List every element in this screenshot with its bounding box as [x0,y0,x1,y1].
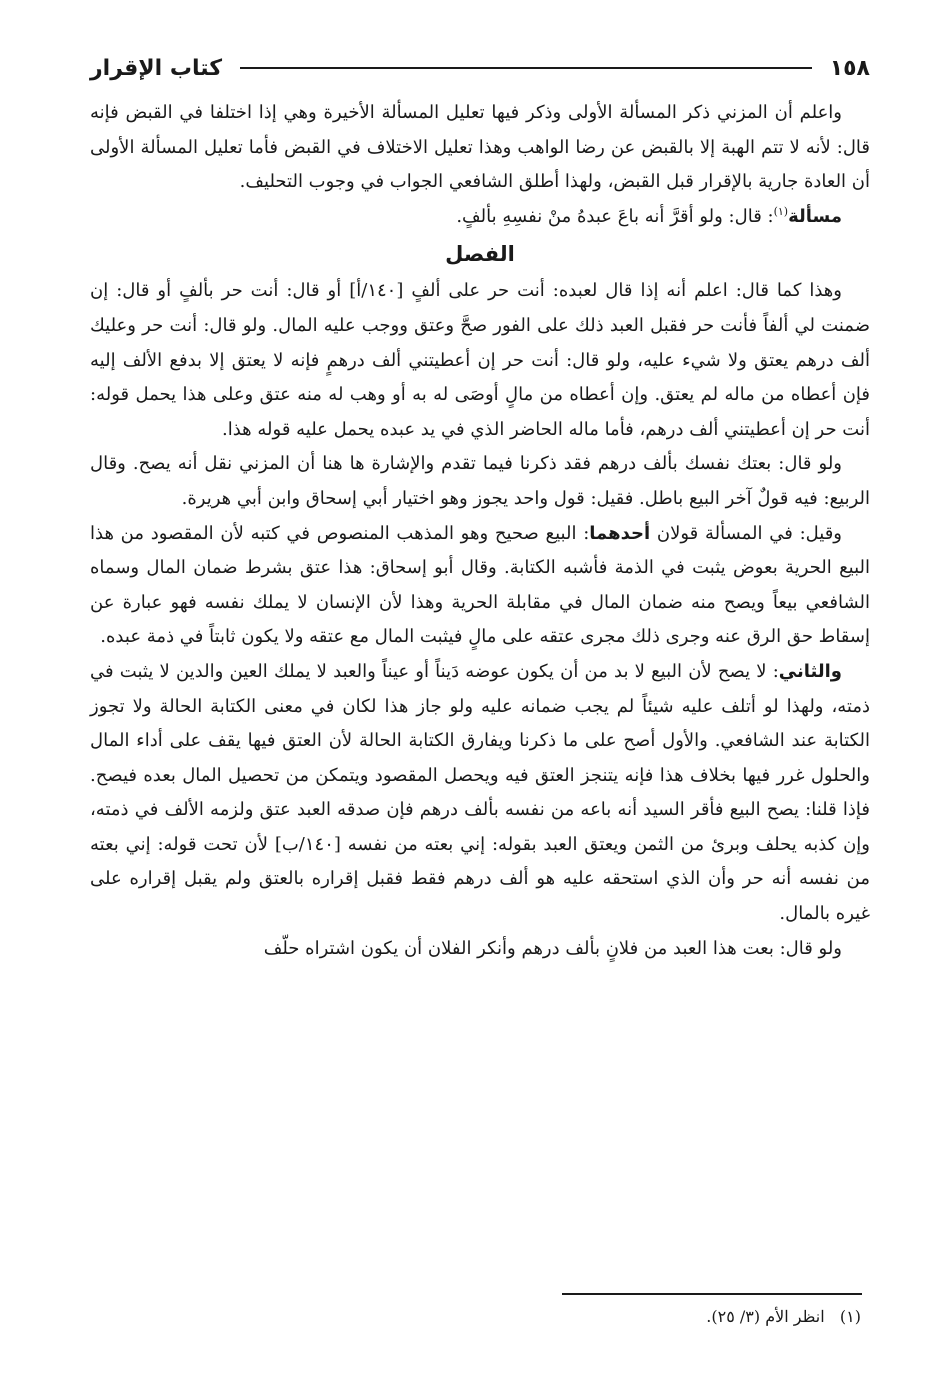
paragraph [90,655,870,932]
paragraph-intro: وقيل: في المسألة قولان [650,522,843,544]
footnote-ref: (١) [773,204,789,218]
footnote-separator [562,1293,862,1295]
footnote-number: (١) [839,1307,861,1326]
paragraph: ولو قال: بعتك نفسك بألف درهم فقد ذكرنا فيما تقدم والإشارة ها هنا أن المزني نقل أنه يصح. وقال الربيع: فيه قولٌ آخر البيع باطل. فقيل: قول واحد يجوز وهو اختيار أبي إسحاق وابن أبي هريرة. [90,453,870,509]
second-opinion-label: والثاني [778,660,842,682]
paragraph: وهذا كما قال: اعلم أنه إذا قال لعبده: أنت حر على ألفٍ [١٤٠/أ] أو قال: أنت حر بألفٍ أو قال: إن ضمنت لي ألفاً فأنت حر فقبل العبد ذلك على الفور صحَّ وعتق ووجب عليه المال. ولو قال: أنت حر وعليك ألف درهم يعتق ولا شيء عليه، ولو قال: أنت حر إن أعطيتني ألف درهمٍ فإنه لا يعتق إلا بدفع الألف إليه فإن أعطاه من ماله لم يعتق. وإن أعطاه من مالٍ أوصَى له به أو وهب له منه عتق وعلى هذا يحمل قوله: أنت حر إن أعطيتني ألف درهم، فأما ماله الحاضر الذي في يد عبده يحمل عليه قوله هذا. [90,280,870,440]
issue-text: : قال: ولو أقرَّ أنه باعَ عبدهُ منْ نفسِهِ بألفٍ. [456,205,774,227]
paragraph-text: : البيع صحيح وهو المذهب المنصوص في كتبه لأن المقصود من هذا البيع الحرية بعوض يثبت في الذمة فأشبه الكتابة. وقال أبو إسحاق: هذا عتق بشرط ضمان المال وسماه الشافعي بيعاً ويصح منه ضمان المال في مقابلة الحرية وهذا لأن الإنسان لا يملك نفسه فهو عبارة عن إسقاط حق الرق عنه وجرى ذلك مجرى عتقه على مالٍ فيثبت المال مع عتقه ولا يكون ثابتاً في ذمة عبده. [90,522,870,648]
section-heading: الفصل [445,242,515,267]
issue-label: مسألة [788,205,842,227]
paragraph: واعلم أن المزني ذكر المسألة الأولى وذكر فيها تعليل المسألة الأخيرة وهي إذا اختلفا في القبض فإنه قال: لأنه لا تتم الهبة إلا بالقبض عن رضا الواهب وهذا تعليل الاختلاف في القبض فأما تعليل المسألة الأولى أن العادة جارية بالإقرار قبل القبض، ولهذا أطلق الشافعي الجواب في وجوب التحليف. [90,102,870,193]
header-rule [240,67,812,69]
first-opinion-label: أحدهما [589,522,651,544]
footnote [81,1304,861,1330]
footnote-text: انظر الأم (٣/ ٢٥). [706,1307,825,1326]
main-text [90,96,870,966]
issue-paragraph [90,200,870,235]
book-title: كتاب الإقرار [90,55,223,81]
page-number: ١٥٨ [829,55,870,81]
paragraph-text: : لا يصح لأن البيع لا بد من أن يكون عوضه دَيناً أو عيناً والعبد لا يملك العين والدين لا يثبت في ذمته، ولهذا لو أتلف عليه شيئاً لم يجب ضمانه عليه ولو جاز هذا لكان في معنى الكتابة الحالة ولا تجوز الكتابة عند الشافعي. والأول أصح على ما ذكرنا ويفارق الكتابة الحالة لأن العتق فيها يقف على أداء المال والحلول غرر فيها بخلاف هذا فإنه يتنجز العتق فيه ويحصل المقصود ويتمكن من تحصيل المال بعده فيصح. فإذا قلنا: يصح البيع فأقر السيد أنه باعه من نفسه بألف درهم فإن صدقه العبد عتق ولزمه الألف في ذمته، وإن كذبه يحلف وبرئ من الثمن ويعتق العبد بقوله: إني بعته من نفسه [١٤٠/ب] لأن تحت قوله: إني بعته من نفسه أنه حر وأن الذي استحقه عليه هو ألف درهم فقط فقبل إقراره بالعتق ولم يقبل إقراره على غيره بالمال. [90,660,870,925]
paragraph: ولو قال: بعت هذا العبد من فلانٍ بألف درهم وأنكر الفلان أن يكون اشتراه حلّف [263,937,842,959]
paragraph [90,517,870,655]
page-header [90,48,870,88]
